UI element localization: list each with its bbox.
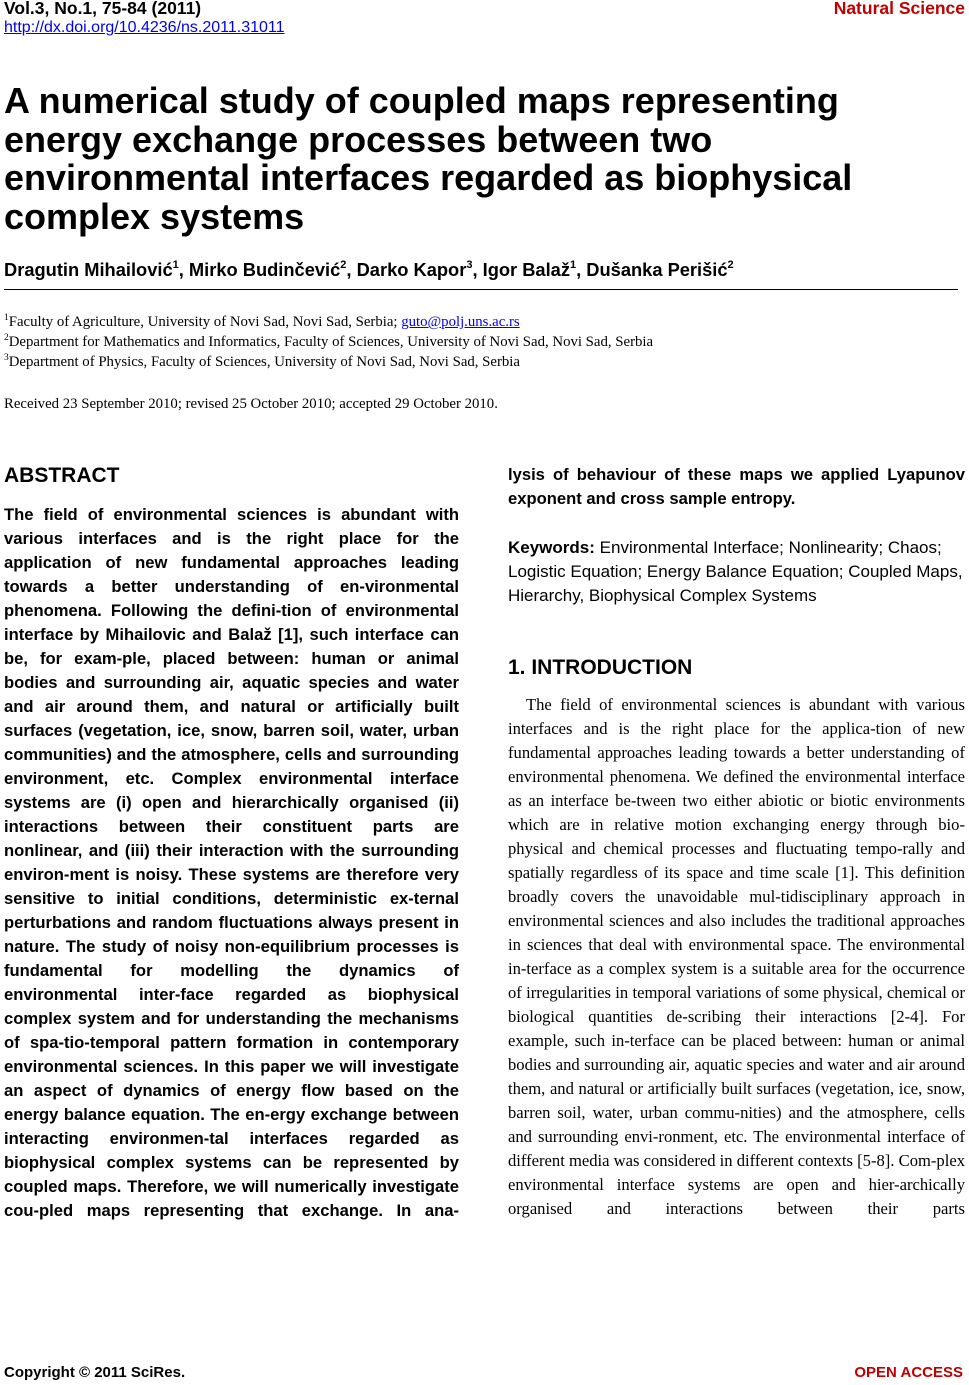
- received-dates: Received 23 September 2010; revised 25 October 2010; accepted 29 October 2010.: [4, 396, 498, 412]
- affiliation-text: Faculty of Agriculture, University of Novi Sad, Novi Sad, Serbia;: [8, 313, 402, 330]
- author-separator: ,: [576, 259, 587, 280]
- author-divider: [4, 289, 958, 290]
- open-access-label: OPEN ACCESS: [854, 1364, 963, 1381]
- introduction-text: The field of environmental sciences is abundant with various interfaces and is the right place for the applica-tion of new fundamental approaches leading towards a better understanding of environmental phenomena. We defined the environmental interface as an interface be-tween two either abiotic or biotic environments which are in relative motion exchanging energy through bio-physical and chemical processes and fluctuating tempo-rally and spatially regardless of its space and time scale [1]. This definition broadly covers the unavoidable mul-tidisciplinary approach in environmental sciences and also includes the traditional approaches in sciences that deal with environmental space. The environmental in-terface as a complex system is a suitable area for the occurrence of irregularities in temporal variations of some physical, chemical or biological quantities de-scribing their interactions [2-4]. For example, such in-terface can be placed between: human or animal bodies and surrounding air, aquatic species and water and air around them, and natural or artificially built surfaces (vegetation, ice, snow, barren soil, water, urban commu-nities) and the atmosphere, cells and surrounding envi-ronment, etc. The environmental interface of different media was considered in different contexts [5-8]. Com-plex environmental interface systems are open and hier-archically organised and interactions between their parts: [508, 695, 965, 1218]
- keywords: [508, 536, 965, 608]
- journal-name: Natural Science: [833, 0, 965, 18]
- author-name: Darko Kapor: [356, 259, 467, 280]
- abstract-text: The field of environmental sciences is abundant with various interfaces and is the right place for the application of new fundamental approaches leading towards a better understanding of en-vironmental phenomena. Following the defini-tion of environmental interface by Mihailovic and Balaž [1], such interface can be, for exam-ple, placed between: human or animal bodies and surrounding air, aquatic species and water and air around them, and natural or artificially built surfaces (vegetation, ice, snow, barren soil, water, urban communities) and the atmosphere, cells and surrounding environment, etc. Complex environmental interface systems are (i) open and hierarchically organised (ii) interactions between their constituent parts are nonlinear, and (iii) their interaction with the surrounding environ-ment is noisy. These systems are therefore very sensitive to initial conditions, deterministic ex-ternal perturbations and random fluctuations always present in nature. The study of noisy non-equilibrium processes is fundamental for modelling the dynamics of environmental inter-face regarded as biophysical complex system and for understanding the mechanisms of spa-tio-temporal pattern formation in contemporary environmental sciences. In this paper we will investigate an aspect of dynamics of energy flow based on the energy balance equation. The en-ergy exchange between interacting environmen-tal interfaces regarded as biophysical complex systems can be represented by coupled maps. Therefore, we will numerically investigate cou-pled maps representing that exchange. In ana-: [4, 505, 459, 1220]
- copyright-notice: Copyright © 2011 SciRes.: [4, 1364, 186, 1381]
- author-affiliation-mark: 1: [569, 258, 577, 271]
- keywords-text: Environmental Interface; Nonlinearity; Chaos; Logistic Equation; Energy Balance Equation; Coupled Maps, Hierarchy, Biophysical Complex Systems: [508, 538, 963, 605]
- affiliation-text: Department for Mathematics and Informatics, Faculty of Sciences, University of Novi Sad, Novi Sad, Serbia: [8, 333, 654, 350]
- author-name: Igor Balaž: [482, 259, 570, 280]
- doi-link[interactable]: http://dx.doi.org/10.4236/ns.2011.31011: [4, 19, 285, 36]
- introduction-heading: 1. INTRODUCTION: [508, 656, 693, 679]
- author-separator: ,: [472, 259, 483, 280]
- affiliation-text: Department of Physics, Faculty of Sciences, University of Novi Sad, Novi Sad, Serbia: [8, 353, 520, 370]
- abstract-continuation: lysis of behaviour of these maps we applied Lyapunov exponent and cross sample entropy.: [508, 465, 965, 508]
- paper-title: A numerical study of coupled maps representing energy exchange processes between two environmental interfaces regarded as biophysical complex systems: [4, 80, 853, 237]
- affiliation-3: [4, 349, 520, 371]
- affiliation-number: 1: [4, 313, 9, 323]
- keywords-label: Keywords:: [508, 538, 595, 557]
- author-list: [4, 259, 734, 281]
- volume-info: Vol.3, No.1, 75-84 (2011): [4, 0, 202, 18]
- author-name: Dragutin Mihailović: [4, 259, 173, 280]
- author-separator: ,: [178, 259, 189, 280]
- author-affiliation-mark: 2: [727, 258, 734, 271]
- author-name: Dušanka Perišić: [586, 259, 728, 280]
- author-name: Mirko Budinčević: [188, 259, 341, 280]
- author-separator: ,: [346, 259, 357, 280]
- affiliation-number: 3: [4, 353, 9, 363]
- email-link[interactable]: guto@polj.uns.ac.rs: [401, 313, 520, 330]
- affiliation-1: [4, 309, 520, 331]
- author-affiliation-mark: 2: [340, 258, 347, 271]
- affiliation-number: 2: [4, 333, 9, 343]
- author-affiliation-mark: 3: [466, 258, 473, 271]
- affiliation-2: [4, 329, 653, 351]
- abstract-heading: ABSTRACT: [4, 464, 120, 487]
- author-affiliation-mark: 1: [172, 258, 179, 271]
